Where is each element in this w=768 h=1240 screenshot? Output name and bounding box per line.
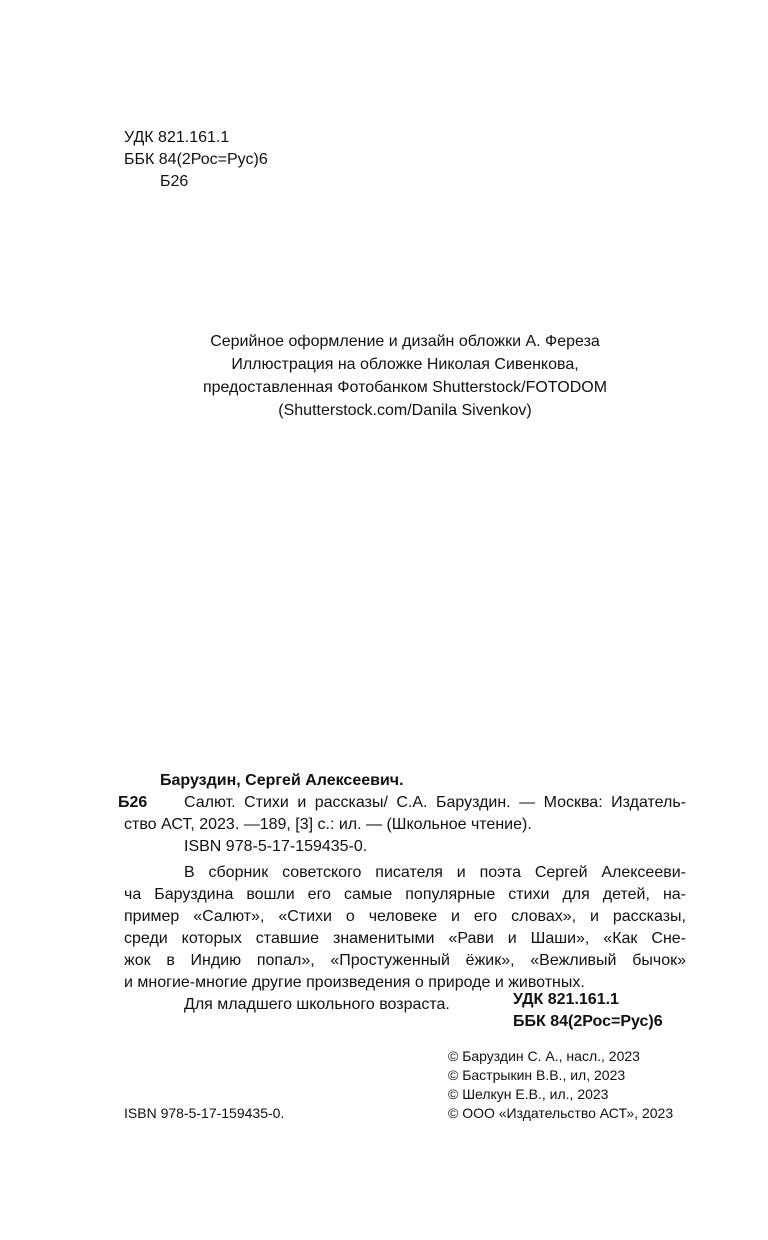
credit-photo-source: (Shutterstock.com/Danila Sivenkov) [278,402,532,419]
description-line: ство АСТ, 2023. —189, [3] с.: ил. — (Школьное чтение). [124,816,532,833]
top-author-mark: Б26 [160,173,189,190]
bibliographic-record [118,770,686,1016]
age-rating-line: Для младшего школьного возраста. [184,996,450,1013]
copyright-line: © ООО «Издательство АСТ», 2023 [448,1105,674,1121]
description-row [118,792,686,836]
author-heading: Баруздин, Сергей Алексеевич. [160,772,404,789]
credit-photobank: предоставленная Фотобанком Shutterstock/FOTODOM [202,379,608,396]
copyright-line: © Баруздин С. А., насл., 2023 [448,1048,640,1064]
annotation-line: В сборник советского писателя и поэта Сергей Алексееви- [184,864,686,881]
design-credits-block [0,330,768,422]
credit-series-design: Серийное оформление и дизайн обложки А. Фереза [210,333,600,350]
bottom-isbn: ISBN 978-5-17-159435-0. [124,1105,285,1121]
author-mark: Б26 [118,794,148,811]
copyright-line: © Шелкун Е.В., ил., 2023 [448,1086,609,1102]
annotation-line: жок в Индию попал», «Простуженный ёжик», «Вежливый бычок» [124,952,686,969]
copyright-line: © Бастрыкин В.В., ил, 2023 [448,1067,626,1083]
credit-cover-illustration: Иллюстрация на обложке Николая Сивенкова, [231,356,579,373]
annotation-line: ча Баруздина вошли его самые популярные стихи для детей, на- [124,886,686,903]
annotation-line: пример «Салют», «Стихи о человеке и его словах», и рассказы, [124,908,686,925]
top-classification-block [124,127,268,193]
description-line: Салют. Стихи и рассказы/ С.А. Баруздин. — Москва: Издатель- [184,794,686,811]
top-bbk-code: ББК 84(2Рос=Рус)6 [124,151,268,168]
top-udk-code: УДК 821.161.1 [124,129,230,146]
bottom-classification-block [513,989,663,1033]
copyright-block [448,1047,673,1123]
isbn-line: ISBN 978-5-17-159435-0. [184,838,368,855]
annotation-line: и многие-многие другие произведения о природе и животных. [124,974,585,991]
annotation-line: среди которых ставшие знаменитыми «Рави и Шаши», «Как Сне- [124,930,686,947]
bottom-bbk-code: ББК 84(2Рос=Рус)6 [513,1013,663,1030]
bottom-udk-code: УДК 821.161.1 [513,991,619,1008]
